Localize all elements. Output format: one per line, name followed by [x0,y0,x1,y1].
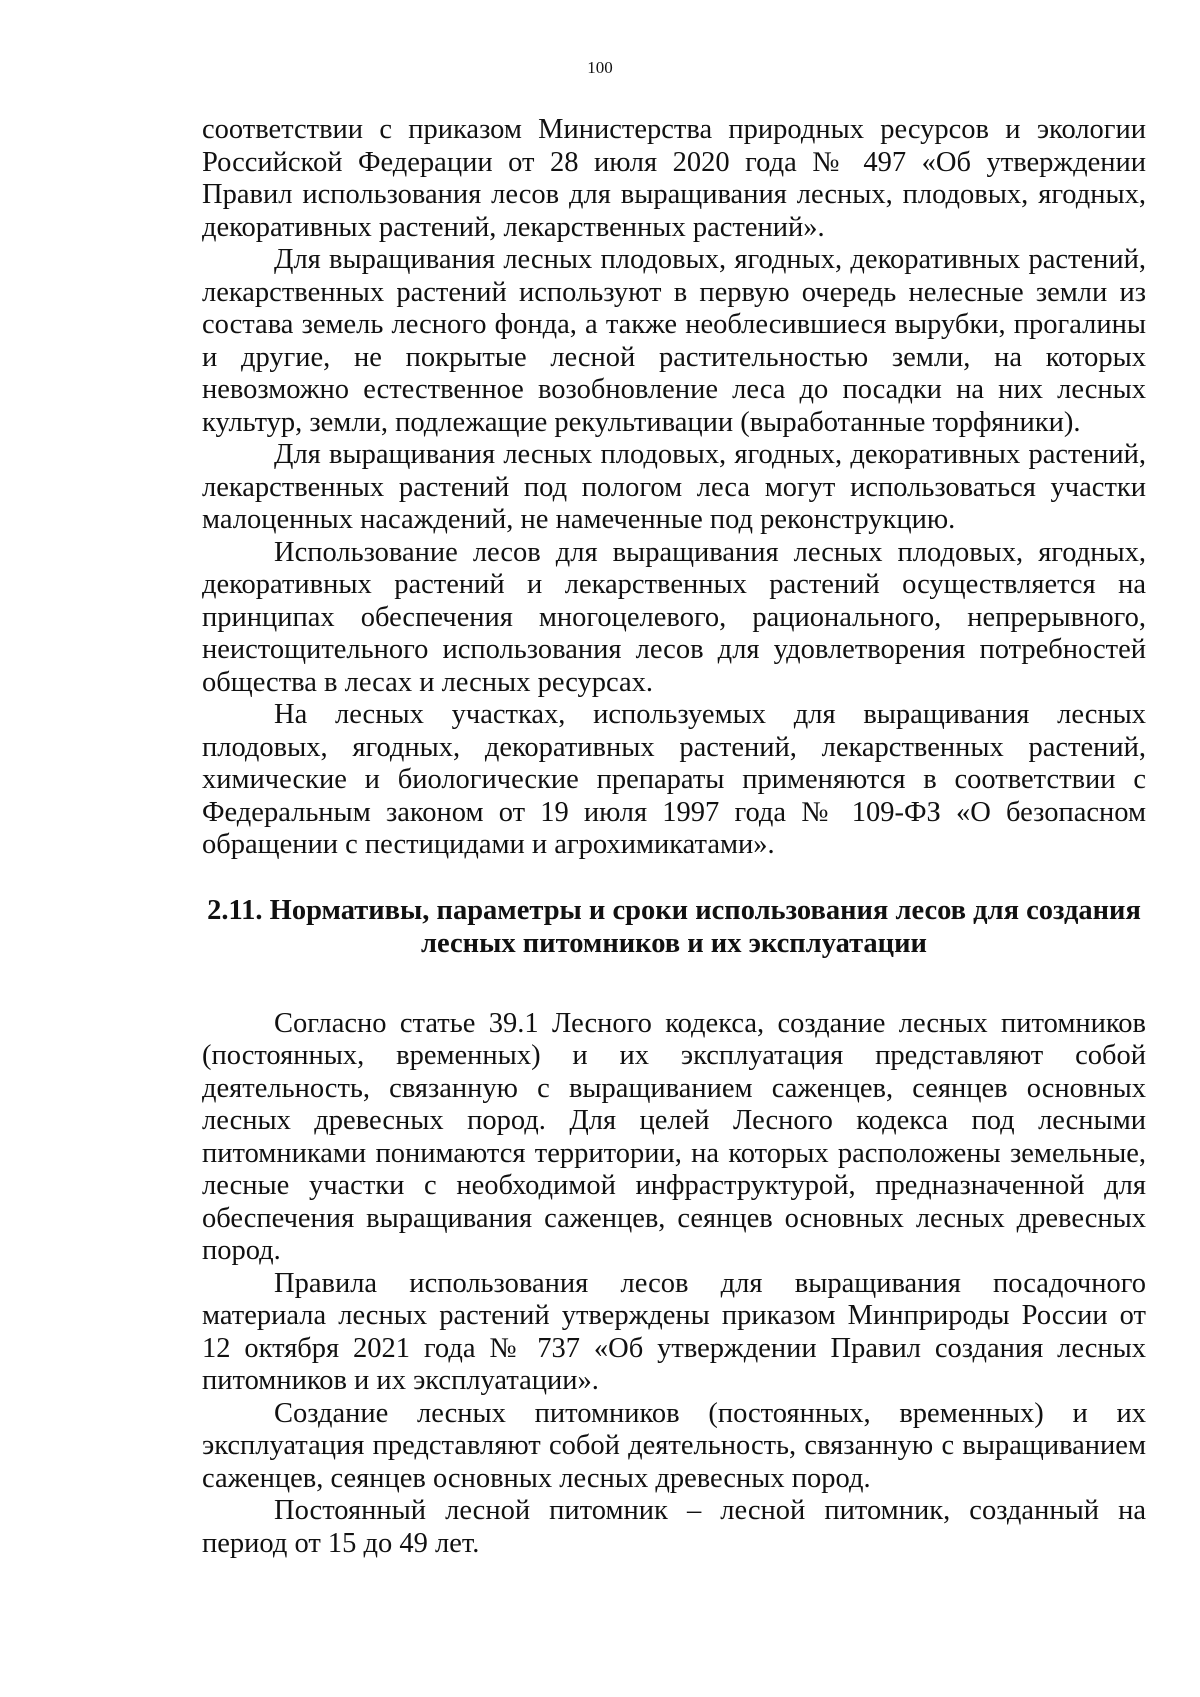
page-number: 100 [587,58,613,77]
section-heading [202,894,1146,960]
paragraph-nursery-creation: Создание лесных питомников (постоянных, временных) и их эксплуатация представляют собой деятельность, связанную с выращиванием саженцев, сеянцев основных лесных древесных пород. [202,1397,1146,1494]
paragraph-chemicals: На лесных участках, используемых для выращивания лесных плодовых, ягодных, декоративных растений, лекарственных растений, химические и биологические препараты применяются в соответствии с Федеральным законом от 19 июля 1997 года № 109-ФЗ «О безопасном обращении с пестицидами и агрохимикатами». [202,699,1146,860]
paragraph-forest-canopy: Для выращивания лесных плодовых, ягодных, декоративных растений, лекарственных растений под пологом леса могут использоваться участки малоценных насаждений, не намеченные под реконструкцию. [202,439,1146,535]
paragraph-article-39-1: Согласно статье 39.1 Лесного кодекса, создание лесных питомников (постоянных, временных) и их эксплуатация представляют собой деятельность, связанную с выращиванием саженцев, сеянцев основных лесных древесных пород. Для целей Лесного кодекса под лесными питомниками понимаются территории, на которых расположены земельные, лесные участки с необходимой инфраструктурой, предназначенной для обеспечения выращивания саженцев, сеянцев основных лесных древесных пород. [202,1007,1146,1266]
section-heading-line-1: 2.11. Нормативы, параметры и сроки использования лесов для создания [207,894,1141,926]
paragraph-intro-continuation: соответствии с приказом Министерства природных ресурсов и экологии Российской Федерации от 28 июля 2020 года № 497 «Об утверждении Правил использования лесов для выращивания лесных, плодовых, ягодных, декоративных растений, лекарственных растений». [202,114,1146,243]
paragraph-principles: Использование лесов для выращивания лесных плодовых, ягодных, декоративных растений и лекарственных растений осуществляется на принципах обеспечения многоцелевого, рационального, непрерывного, неистощительного использования лесов для удовлетворения потребностей общества в лесах и лесных ресурсах. [202,536,1146,698]
page-content [202,114,1146,1560]
paragraph-land-use: Для выращивания лесных плодовых, ягодных, декоративных растений, лекарственных растений используют в первую очередь нелесные земли из состава земель лесного фонда, а также необлесившиеся вырубки, прогалины и другие, не покрытые лесной растительностью земли, на которых невозможно естественное возобновление леса до посадки на них лесных культур, земли, подлежащие рекультивации (выработанные торфяники). [202,244,1146,438]
section-heading-line-2: лесных питомников и их эксплуатации [421,927,927,959]
paragraph-permanent-nursery: Постоянный лесной питомник – лесной питомник, созданный на период от 15 до 49 лет. [202,1495,1146,1559]
paragraph-rules-order-737: Правила использования лесов для выращивания посадочного материала лесных растений утверждены приказом Минприроды России от 12 октября 2021 года № 737 «Об утверждении Правил создания лесных питомников и их эксплуатации». [202,1267,1146,1396]
